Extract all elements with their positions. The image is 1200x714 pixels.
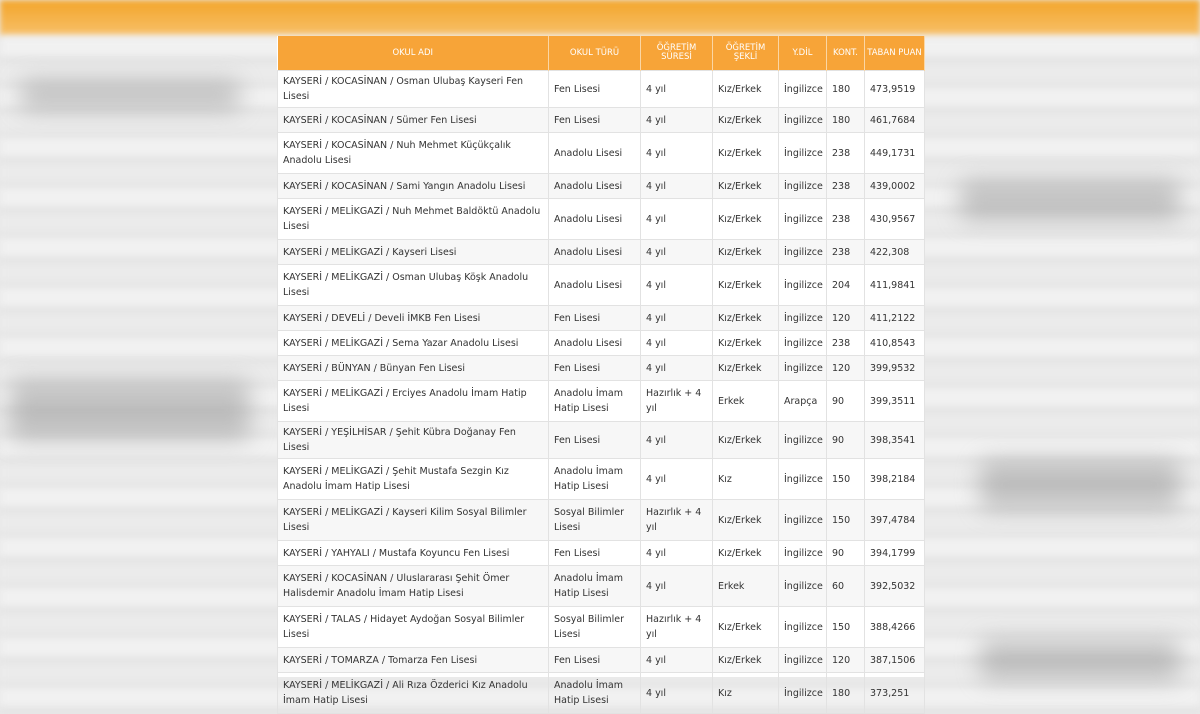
table-row xyxy=(278,541,925,566)
cell-language: İngilizce xyxy=(779,265,827,306)
cell-school-name: KAYSERİ / MELİKGAZİ / Kayseri Lisesi xyxy=(278,240,549,265)
cell-education-type: Kız/Erkek xyxy=(713,500,779,541)
cell-duration: Hazırlık + 4 yıl xyxy=(641,500,713,541)
cell-education-type: Kız xyxy=(713,459,779,500)
cell-base-score: 422,308 xyxy=(865,240,925,265)
cell-quota: 180 xyxy=(827,71,865,108)
cell-language: İngilizce xyxy=(779,174,827,199)
cell-school-name: KAYSERİ / YEŞİLHİSAR / Şehit Kübra Doğanay Fen Lisesi xyxy=(278,422,549,459)
cell-education-type: Kız/Erkek xyxy=(713,108,779,133)
cell-school-type: Anadolu Lisesi xyxy=(549,133,641,174)
cell-language: İngilizce xyxy=(779,199,827,240)
cell-education-type: Kız/Erkek xyxy=(713,541,779,566)
cell-base-score: 398,2184 xyxy=(865,459,925,500)
cell-quota: 150 xyxy=(827,500,865,541)
cell-quota: 238 xyxy=(827,331,865,356)
cell-education-type: Kız/Erkek xyxy=(713,265,779,306)
cell-education-type: Kız/Erkek xyxy=(713,71,779,108)
cell-school-type: Fen Lisesi xyxy=(549,422,641,459)
cell-school-name: KAYSERİ / YAHYALI / Mustafa Koyuncu Fen Lisesi xyxy=(278,541,549,566)
cell-duration: Hazırlık + 4 yıl xyxy=(641,381,713,422)
table-row xyxy=(278,133,925,174)
cell-school-type: Anadolu Lisesi xyxy=(549,265,641,306)
cell-quota: 120 xyxy=(827,356,865,381)
cell-base-score: 394,1799 xyxy=(865,541,925,566)
cell-language: İngilizce xyxy=(779,331,827,356)
cell-quota: 60 xyxy=(827,566,865,607)
cell-duration: 4 yıl xyxy=(641,566,713,607)
cell-duration: 4 yıl xyxy=(641,306,713,331)
cell-language: İngilizce xyxy=(779,108,827,133)
cell-school-name: KAYSERİ / KOCASİNAN / Sümer Fen Lisesi xyxy=(278,108,549,133)
cell-base-score: 461,7684 xyxy=(865,108,925,133)
cell-school-name: KAYSERİ / DEVELİ / Develi İMKB Fen Lisesi xyxy=(278,306,549,331)
cell-duration: 4 yıl xyxy=(641,356,713,381)
cell-school-type: Fen Lisesi xyxy=(549,71,641,108)
cell-base-score: 411,2122 xyxy=(865,306,925,331)
cell-duration: 4 yıl xyxy=(641,673,713,714)
table-row xyxy=(278,240,925,265)
cell-school-type: Fen Lisesi xyxy=(549,541,641,566)
cell-school-name: KAYSERİ / KOCASİNAN / Nuh Mehmet Küçükçalık Anadolu Lisesi xyxy=(278,133,549,174)
blurred-region xyxy=(960,180,1180,220)
cell-language: İngilizce xyxy=(779,459,827,500)
cell-base-score: 449,1731 xyxy=(865,133,925,174)
table-row xyxy=(278,381,925,422)
cell-quota: 150 xyxy=(827,607,865,648)
cell-school-name: KAYSERİ / TOMARZA / Tomarza Fen Lisesi xyxy=(278,648,549,673)
cell-base-score: 473,9519 xyxy=(865,71,925,108)
cell-school-name: KAYSERİ / KOCASİNAN / Sami Yangın Anadolu Lisesi xyxy=(278,174,549,199)
cell-education-type: Kız/Erkek xyxy=(713,133,779,174)
cell-duration: 4 yıl xyxy=(641,108,713,133)
cell-education-type: Kız/Erkek xyxy=(713,607,779,648)
cell-quota: 238 xyxy=(827,199,865,240)
cell-school-name: KAYSERİ / MELİKGAZİ / Sema Yazar Anadolu Lisesi xyxy=(278,331,549,356)
table-row xyxy=(278,306,925,331)
cell-duration: 4 yıl xyxy=(641,199,713,240)
cell-quota: 238 xyxy=(827,174,865,199)
table-row xyxy=(278,648,925,673)
table-row xyxy=(278,459,925,500)
cell-duration: 4 yıl xyxy=(641,133,713,174)
cell-base-score: 430,9567 xyxy=(865,199,925,240)
cell-education-type: Kız/Erkek xyxy=(713,331,779,356)
cell-school-type: Anadolu Lisesi xyxy=(549,331,641,356)
cell-school-name: KAYSERİ / MELİKGAZİ / Osman Ulubaş Köşk Anadolu Lisesi xyxy=(278,265,549,306)
table-row xyxy=(278,174,925,199)
cell-duration: 4 yıl xyxy=(641,459,713,500)
cell-education-type: Kız/Erkek xyxy=(713,174,779,199)
cell-language: İngilizce xyxy=(779,356,827,381)
cell-education-type: Erkek xyxy=(713,381,779,422)
cell-school-type: Fen Lisesi xyxy=(549,356,641,381)
cell-quota: 90 xyxy=(827,422,865,459)
cell-education-type: Kız/Erkek xyxy=(713,306,779,331)
cell-school-type: Anadolu Lisesi xyxy=(549,199,641,240)
table-row xyxy=(278,566,925,607)
school-score-table xyxy=(277,36,925,714)
table-row xyxy=(278,71,925,108)
blurred-region xyxy=(980,640,1180,680)
cell-language: İngilizce xyxy=(779,240,827,265)
cell-school-type: Anadolu İmam Hatip Lisesi xyxy=(549,566,641,607)
cell-education-type: Kız xyxy=(713,673,779,714)
cell-school-type: Fen Lisesi xyxy=(549,306,641,331)
header-kontenjan[interactable]: KONT. xyxy=(827,36,865,71)
blurred-region xyxy=(10,380,250,440)
cell-quota: 238 xyxy=(827,240,865,265)
cell-language: İngilizce xyxy=(779,566,827,607)
cell-education-type: Kız/Erkek xyxy=(713,648,779,673)
cell-language: İngilizce xyxy=(779,422,827,459)
header-okul-turu[interactable]: OKUL TÜRÜ xyxy=(549,36,641,71)
cell-language: Arapça xyxy=(779,381,827,422)
cell-duration: 4 yıl xyxy=(641,541,713,566)
cell-school-name: KAYSERİ / KOCASİNAN / Uluslararası Şehit Ömer Halisdemir Anadolu İmam Hatip Lisesi xyxy=(278,566,549,607)
cell-base-score: 411,9841 xyxy=(865,265,925,306)
table-row xyxy=(278,356,925,381)
cell-school-name: KAYSERİ / MELİKGAZİ / Ali Rıza Özderici Kız Anadolu İmam Hatip Lisesi xyxy=(278,673,549,714)
cell-language: İngilizce xyxy=(779,71,827,108)
cell-base-score: 410,8543 xyxy=(865,331,925,356)
cell-duration: 4 yıl xyxy=(641,71,713,108)
cell-base-score: 439,0002 xyxy=(865,174,925,199)
header-okul-adi[interactable]: OKUL ADI xyxy=(278,36,549,71)
header-yabanci-dil[interactable]: Y.DİL xyxy=(779,36,827,71)
cell-quota: 238 xyxy=(827,133,865,174)
table-row xyxy=(278,422,925,459)
cell-quota: 180 xyxy=(827,673,865,714)
header-taban-puan[interactable]: TABAN PUAN xyxy=(865,36,925,71)
table-row xyxy=(278,331,925,356)
cell-duration: 4 yıl xyxy=(641,174,713,199)
cell-language: İngilizce xyxy=(779,648,827,673)
cell-base-score: 392,5032 xyxy=(865,566,925,607)
cell-school-type: Anadolu İmam Hatip Lisesi xyxy=(549,459,641,500)
cell-language: İngilizce xyxy=(779,541,827,566)
cell-education-type: Kız/Erkek xyxy=(713,199,779,240)
cell-education-type: Kız/Erkek xyxy=(713,240,779,265)
cell-quota: 204 xyxy=(827,265,865,306)
table-row xyxy=(278,108,925,133)
cell-school-name: KAYSERİ / MELİKGAZİ / Erciyes Anadolu İmam Hatip Lisesi xyxy=(278,381,549,422)
cell-school-name: KAYSERİ / MELİKGAZİ / Kayseri Kilim Sosyal Bilimler Lisesi xyxy=(278,500,549,541)
cell-duration: 4 yıl xyxy=(641,648,713,673)
cell-school-name: KAYSERİ / KOCASİNAN / Osman Ulubaş Kayseri Fen Lisesi xyxy=(278,71,549,108)
header-ogretim-suresi[interactable]: ÖĞRETİM SÜRESİ xyxy=(641,36,713,71)
cell-school-type: Fen Lisesi xyxy=(549,648,641,673)
cell-school-type: Anadolu Lisesi xyxy=(549,240,641,265)
cell-duration: Hazırlık + 4 yıl xyxy=(641,607,713,648)
table-row xyxy=(278,607,925,648)
cell-school-type: Anadolu İmam Hatip Lisesi xyxy=(549,381,641,422)
table-row xyxy=(278,199,925,240)
cell-school-name: KAYSERİ / TALAS / Hidayet Aydoğan Sosyal Bilimler Lisesi xyxy=(278,607,549,648)
school-score-table-container xyxy=(277,36,924,706)
cell-education-type: Kız/Erkek xyxy=(713,356,779,381)
cell-school-type: Sosyal Bilimler Lisesi xyxy=(549,607,641,648)
cell-base-score: 399,9532 xyxy=(865,356,925,381)
cell-education-type: Kız/Erkek xyxy=(713,422,779,459)
cell-school-type: Sosyal Bilimler Lisesi xyxy=(549,500,641,541)
table-header-row xyxy=(278,36,925,71)
cell-base-score: 399,3511 xyxy=(865,381,925,422)
cell-language: İngilizce xyxy=(779,500,827,541)
cell-education-type: Erkek xyxy=(713,566,779,607)
table-body xyxy=(278,71,925,714)
cell-school-type: Anadolu İmam Hatip Lisesi xyxy=(549,673,641,714)
table-row xyxy=(278,500,925,541)
cell-quota: 90 xyxy=(827,381,865,422)
cell-base-score: 373,251 xyxy=(865,673,925,714)
cell-quota: 180 xyxy=(827,108,865,133)
table-row xyxy=(278,265,925,306)
cell-school-type: Fen Lisesi xyxy=(549,108,641,133)
cell-base-score: 388,4266 xyxy=(865,607,925,648)
cell-duration: 4 yıl xyxy=(641,331,713,356)
cell-duration: 4 yıl xyxy=(641,265,713,306)
cell-duration: 4 yıl xyxy=(641,240,713,265)
cell-school-name: KAYSERİ / BÜNYAN / Bünyan Fen Lisesi xyxy=(278,356,549,381)
cell-school-name: KAYSERİ / MELİKGAZİ / Şehit Mustafa Sezgin Kız Anadolu İmam Hatip Lisesi xyxy=(278,459,549,500)
cell-language: İngilizce xyxy=(779,673,827,714)
cell-base-score: 398,3541 xyxy=(865,422,925,459)
cell-language: İngilizce xyxy=(779,607,827,648)
cell-duration: 4 yıl xyxy=(641,422,713,459)
cell-school-type: Anadolu Lisesi xyxy=(549,174,641,199)
cell-language: İngilizce xyxy=(779,306,827,331)
cell-language: İngilizce xyxy=(779,133,827,174)
cell-quota: 120 xyxy=(827,306,865,331)
cell-base-score: 397,4784 xyxy=(865,500,925,541)
table-row xyxy=(278,673,925,714)
cell-school-name: KAYSERİ / MELİKGAZİ / Nuh Mehmet Baldöktü Anadolu Lisesi xyxy=(278,199,549,240)
cell-quota: 120 xyxy=(827,648,865,673)
cell-quota: 90 xyxy=(827,541,865,566)
cell-quota: 150 xyxy=(827,459,865,500)
header-ogretim-sekli[interactable]: ÖĞRETİM ŞEKLİ xyxy=(713,36,779,71)
blurred-region xyxy=(980,460,1180,510)
blurred-header-bar xyxy=(0,0,1200,36)
blurred-region xyxy=(20,80,240,110)
cell-base-score: 387,1506 xyxy=(865,648,925,673)
